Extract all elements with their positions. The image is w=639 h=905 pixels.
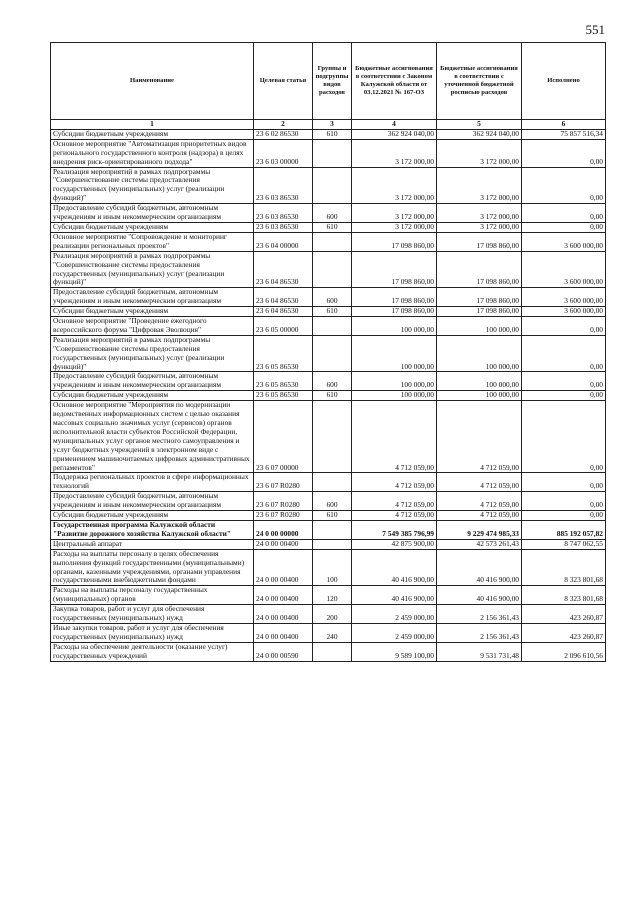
row-expense-group: 600: [313, 372, 352, 391]
row-executed-amount: 2 096 610,56: [522, 642, 606, 661]
row-name: Поддержка региональных проектов в сфере информационных технологий: [51, 473, 254, 492]
row-target-code: 23 6 05 86530: [254, 372, 313, 391]
row-expense-group: 240: [313, 623, 352, 642]
row-executed-amount: 0,00: [522, 167, 606, 204]
row-law-amount: 42 875 900,00: [352, 539, 437, 549]
row-executed-amount: 0,00: [522, 372, 606, 391]
table-row: [51, 391, 606, 401]
row-name: Предоставление субсидий бюджетным, автономным учреждениям и иным некоммерческим организациям: [51, 492, 254, 511]
table-row: [51, 222, 606, 232]
row-refined-amount: 3 172 000,00: [437, 167, 522, 204]
row-law-amount: 17 098 860,00: [352, 307, 437, 317]
row-refined-amount: 9 229 474 985,33: [437, 520, 522, 539]
table-row: [51, 511, 606, 521]
row-name: Основное мероприятие "Проведение ежегодного всероссийского форума "Цифровая Эволюция": [51, 317, 254, 336]
col-header-executed: Исполнено: [522, 43, 606, 120]
row-target-code: 24 0 00 00400: [254, 549, 313, 586]
page-number: 551: [585, 22, 605, 37]
row-refined-amount: 4 712 059,00: [437, 401, 522, 473]
row-name: Субсидии бюджетным учреждениям: [51, 511, 254, 521]
row-expense-group: [313, 251, 352, 288]
row-expense-group: [313, 520, 352, 539]
row-refined-amount: 17 098 860,00: [437, 307, 522, 317]
row-name: Расходы на обеспечение деятельности (оказание услуг) государственных учреждений: [51, 642, 254, 661]
row-refined-amount: 17 098 860,00: [437, 251, 522, 288]
col-header-refined: Бюджетные ассигнования в соответствии с уточненной бюджетной росписью расходов: [437, 43, 522, 120]
row-name: Центральный аппарат: [51, 539, 254, 549]
row-target-code: 23 6 07 R0280: [254, 473, 313, 492]
col-number: 3: [313, 120, 352, 130]
row-executed-amount: 3 600 000,00: [522, 288, 606, 307]
column-number-row: [51, 120, 606, 130]
row-name: Основное мероприятие "Мероприятия по модернизации ведомственных информационных систем с целью оказания массовых социально значимых услуг (сервисов) органов исполнительной власти субъектов Российской Федерации, муниципальных услуг органов местного самоуправления и услуг бюджетных учреждений в электронном виде с применением машиночитаемых цифровых административных регламентов": [51, 401, 254, 473]
budget-table: [50, 42, 606, 662]
table-row: [51, 372, 606, 391]
row-refined-amount: 2 156 361,43: [437, 623, 522, 642]
row-target-code: 24 0 00 00590: [254, 642, 313, 661]
table-row: [51, 139, 606, 167]
row-refined-amount: 40 416 900,00: [437, 586, 522, 605]
row-executed-amount: 0,00: [522, 139, 606, 167]
row-expense-group: 100: [313, 549, 352, 586]
row-refined-amount: 3 172 000,00: [437, 222, 522, 232]
table-row: [51, 335, 606, 372]
table-row: [51, 473, 606, 492]
row-refined-amount: 17 098 860,00: [437, 288, 522, 307]
row-name: Субсидии бюджетным учреждениям: [51, 222, 254, 232]
row-expense-group: [313, 539, 352, 549]
row-refined-amount: 100 000,00: [437, 391, 522, 401]
table-row: [51, 307, 606, 317]
row-expense-group: [313, 473, 352, 492]
table-row: [51, 642, 606, 661]
row-refined-amount: 4 712 059,00: [437, 511, 522, 521]
header-row: [51, 43, 606, 120]
row-name: Предоставление субсидий бюджетным, автономным учреждениям и иным некоммерческим организациям: [51, 204, 254, 223]
row-refined-amount: 362 924 040,00: [437, 129, 522, 139]
row-target-code: 23 6 05 86530: [254, 335, 313, 372]
row-expense-group: [313, 642, 352, 661]
col-header-group: Группы и подгруппы видов расходов: [313, 43, 352, 120]
row-expense-group: [313, 139, 352, 167]
row-executed-amount: 0,00: [522, 335, 606, 372]
row-target-code: 24 0 00 00400: [254, 586, 313, 605]
col-header-code: Целевая статья: [254, 43, 313, 120]
row-target-code: 23 6 04 00000: [254, 232, 313, 251]
row-law-amount: 4 712 059,00: [352, 492, 437, 511]
row-target-code: 23 6 04 86530: [254, 288, 313, 307]
row-law-amount: 2 459 000,00: [352, 623, 437, 642]
row-executed-amount: 423 260,87: [522, 605, 606, 624]
row-name: Реализация мероприятий в рамках подпрограммы "Совершенствование системы предоставления государственных (муниципальных) услуг (реализации функций)": [51, 167, 254, 204]
row-target-code: 23 6 04 86530: [254, 251, 313, 288]
row-target-code: 23 6 05 00000: [254, 317, 313, 336]
table-row: [51, 232, 606, 251]
row-expense-group: 600: [313, 288, 352, 307]
row-executed-amount: 885 192 057,82: [522, 520, 606, 539]
row-executed-amount: 0,00: [522, 204, 606, 223]
col-number: 5: [437, 120, 522, 130]
table-row: [51, 539, 606, 549]
row-target-code: 24 0 00 00400: [254, 539, 313, 549]
row-executed-amount: 8 323 801,68: [522, 549, 606, 586]
row-target-code: 23 6 02 86530: [254, 129, 313, 139]
row-name: Расходы на выплаты персоналу государственных (муниципальных) органов: [51, 586, 254, 605]
row-name: Реализация мероприятий в рамках подпрограммы "Совершенствование системы предоставления государственных (муниципальных) услуг (реализации функций)": [51, 251, 254, 288]
col-number: 2: [254, 120, 313, 130]
table-row: [51, 129, 606, 139]
row-executed-amount: 3 600 000,00: [522, 232, 606, 251]
row-refined-amount: 4 712 059,00: [437, 473, 522, 492]
row-executed-amount: 3 600 000,00: [522, 307, 606, 317]
row-law-amount: 7 549 385 796,99: [352, 520, 437, 539]
row-refined-amount: 100 000,00: [437, 372, 522, 391]
row-law-amount: 100 000,00: [352, 372, 437, 391]
row-expense-group: 610: [313, 222, 352, 232]
row-target-code: 23 6 07 R0280: [254, 492, 313, 511]
col-number: 6: [522, 120, 606, 130]
row-target-code: 23 6 03 00000: [254, 139, 313, 167]
row-executed-amount: 0,00: [522, 222, 606, 232]
row-expense-group: [313, 167, 352, 204]
row-law-amount: 17 098 860,00: [352, 232, 437, 251]
row-target-code: 24 0 00 00400: [254, 605, 313, 624]
row-law-amount: 40 416 900,00: [352, 549, 437, 586]
row-name: Основное мероприятие "Сопровождение и мониторинг реализации региональных проектов": [51, 232, 254, 251]
table-row: [51, 401, 606, 473]
row-executed-amount: 75 857 516,34: [522, 129, 606, 139]
row-law-amount: 4 712 059,00: [352, 401, 437, 473]
row-expense-group: 600: [313, 492, 352, 511]
row-name: Субсидии бюджетным учреждениям: [51, 129, 254, 139]
row-refined-amount: 17 098 860,00: [437, 232, 522, 251]
row-expense-group: 600: [313, 204, 352, 223]
row-name: Реализация мероприятий в рамках подпрограммы "Совершенствование системы предоставления государственных (муниципальных) услуг (реализации функций)": [51, 335, 254, 372]
row-executed-amount: 8 747 062,55: [522, 539, 606, 549]
table-row: [51, 605, 606, 624]
row-refined-amount: 40 416 900,00: [437, 549, 522, 586]
row-name: Предоставление субсидий бюджетным, автономным учреждениям и иным некоммерческим организациям: [51, 288, 254, 307]
col-number: 1: [51, 120, 254, 130]
row-executed-amount: 423 260,87: [522, 623, 606, 642]
col-header-name: Наименование: [51, 43, 254, 120]
row-target-code: 23 6 03 86530: [254, 222, 313, 232]
row-expense-group: 610: [313, 511, 352, 521]
row-executed-amount: 0,00: [522, 391, 606, 401]
row-refined-amount: 4 712 059,00: [437, 492, 522, 511]
row-refined-amount: 100 000,00: [437, 335, 522, 372]
row-refined-amount: 9 531 731,48: [437, 642, 522, 661]
row-name: Государственная программа Калужской области "Развитие дорожного хозяйства Калужской области": [51, 520, 254, 539]
row-law-amount: 4 712 059,00: [352, 473, 437, 492]
row-expense-group: 610: [313, 307, 352, 317]
row-law-amount: 17 098 860,00: [352, 288, 437, 307]
row-executed-amount: 0,00: [522, 492, 606, 511]
row-refined-amount: 42 573 261,43: [437, 539, 522, 549]
row-name: Предоставление субсидий бюджетным, автономным учреждениям и иным некоммерческим организациям: [51, 372, 254, 391]
row-target-code: 23 6 03 86530: [254, 204, 313, 223]
row-refined-amount: 100 000,00: [437, 317, 522, 336]
table-row: [51, 167, 606, 204]
row-law-amount: 2 459 000,00: [352, 605, 437, 624]
row-law-amount: 3 172 000,00: [352, 167, 437, 204]
row-law-amount: 362 924 040,00: [352, 129, 437, 139]
table-row: [51, 549, 606, 586]
row-executed-amount: 3 600 000,00: [522, 251, 606, 288]
table-row: [51, 623, 606, 642]
row-expense-group: [313, 317, 352, 336]
row-law-amount: 100 000,00: [352, 335, 437, 372]
row-name: Субсидии бюджетным учреждениям: [51, 307, 254, 317]
table-row: [51, 288, 606, 307]
row-executed-amount: 8 323 801,68: [522, 586, 606, 605]
row-target-code: 23 6 03 86530: [254, 167, 313, 204]
row-expense-group: 200: [313, 605, 352, 624]
row-law-amount: 100 000,00: [352, 317, 437, 336]
row-name: Субсидии бюджетным учреждениям: [51, 391, 254, 401]
row-expense-group: [313, 232, 352, 251]
row-expense-group: 120: [313, 586, 352, 605]
row-law-amount: 3 172 000,00: [352, 204, 437, 223]
col-header-law: Бюджетные ассигнования в соответствии с Законом Калужской области от 03.12.2021 № 167-ОЗ: [352, 43, 437, 120]
row-law-amount: 3 172 000,00: [352, 222, 437, 232]
table-row: [51, 492, 606, 511]
table-row: [51, 204, 606, 223]
row-name: Расходы на выплаты персоналу в целях обеспечения выполнения функций государственными (муниципальными) органами, казенными учреждениями, органами управления государственными внебюджетными фондами: [51, 549, 254, 586]
row-name: Иные закупки товаров, работ и услуг для обеспечения государственных (муниципальных) нужд: [51, 623, 254, 642]
row-refined-amount: 3 172 000,00: [437, 204, 522, 223]
row-name: Закупка товаров, работ и услуг для обеспечения государственных (муниципальных) нужд: [51, 605, 254, 624]
row-target-code: 23 6 05 86530: [254, 391, 313, 401]
col-number: 4: [352, 120, 437, 130]
row-executed-amount: 0,00: [522, 317, 606, 336]
table-row: [51, 317, 606, 336]
row-law-amount: 40 416 900,00: [352, 586, 437, 605]
row-refined-amount: 2 156 361,43: [437, 605, 522, 624]
row-target-code: 24 0 00 00400: [254, 623, 313, 642]
row-expense-group: [313, 401, 352, 473]
row-target-code: 23 6 04 86530: [254, 307, 313, 317]
row-target-code: 23 6 07 R0280: [254, 511, 313, 521]
row-law-amount: 4 712 059,00: [352, 511, 437, 521]
table-row: [51, 251, 606, 288]
row-law-amount: 17 098 860,00: [352, 251, 437, 288]
row-expense-group: 610: [313, 391, 352, 401]
row-law-amount: 9 589 100,00: [352, 642, 437, 661]
row-target-code: 24 0 00 00000: [254, 520, 313, 539]
row-name: Основное мероприятие "Автоматизация приоритетных видов регионального государственного контроля (надзора) в целях внедрения риск-ориентированного подхода": [51, 139, 254, 167]
row-executed-amount: 0,00: [522, 473, 606, 492]
row-target-code: 23 6 07 00000: [254, 401, 313, 473]
table-row: [51, 520, 606, 539]
row-expense-group: 610: [313, 129, 352, 139]
row-law-amount: 100 000,00: [352, 391, 437, 401]
row-law-amount: 3 172 000,00: [352, 139, 437, 167]
row-executed-amount: 0,00: [522, 401, 606, 473]
row-expense-group: [313, 335, 352, 372]
table-row: [51, 586, 606, 605]
row-executed-amount: 0,00: [522, 511, 606, 521]
row-refined-amount: 3 172 000,00: [437, 139, 522, 167]
